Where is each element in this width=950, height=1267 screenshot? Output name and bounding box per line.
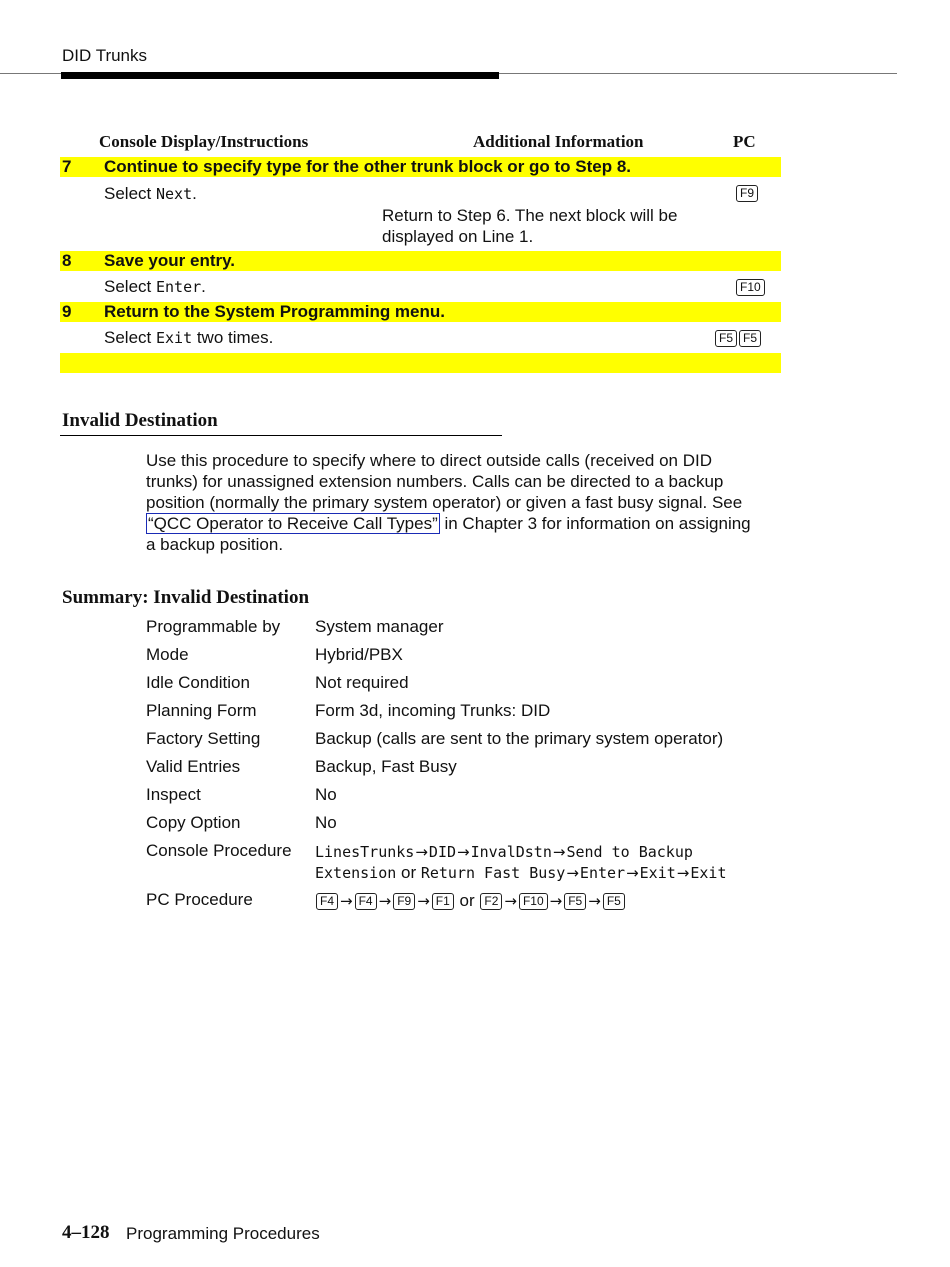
console-step: DID — [428, 843, 457, 861]
arrow-icon: → — [378, 892, 392, 910]
step-7-info-line-2: displayed on Line 1. — [382, 227, 534, 246]
select-suffix: . — [201, 277, 206, 296]
para-line: a backup position. — [146, 535, 284, 554]
section-heading: Invalid Destination — [62, 410, 218, 431]
arrow-icon: → — [626, 864, 639, 882]
step-8-pc-keys — [735, 279, 766, 297]
arrow-icon: → — [552, 843, 566, 861]
summary-label: Programmable by — [146, 617, 281, 636]
footer-title: Programming Procedures — [126, 1224, 320, 1243]
summary-label: Valid Entries — [146, 757, 241, 776]
pc-procedure-keys — [315, 891, 626, 911]
select-prefix: Select — [104, 184, 156, 203]
f5-key: F5 — [603, 893, 625, 910]
f10-key: F10 — [736, 279, 765, 296]
summary-label: Inspect — [146, 785, 201, 804]
f4-key: F4 — [316, 893, 338, 910]
f5-key: F5 — [564, 893, 586, 910]
summary-label: Mode — [146, 645, 189, 664]
command-exit: Exit — [155, 329, 193, 347]
para-line — [146, 513, 786, 534]
f1-key: F1 — [432, 893, 454, 910]
f9-key: F9 — [736, 185, 758, 202]
step-7-instruction — [104, 184, 197, 204]
column-header-pc: PC — [733, 132, 756, 151]
header-thick-rule — [61, 72, 499, 79]
f4-key: F4 — [355, 893, 377, 910]
summary-heading: Summary: Invalid Destination — [62, 587, 310, 608]
select-suffix: . — [192, 184, 197, 203]
arrow-icon: → — [415, 843, 428, 861]
step-7-title: Continue to specify type for the other trunk block or go to Step 8. — [104, 157, 632, 176]
para-text: in Chapter 3 for information on assigning — [439, 514, 751, 533]
console-step: Send to Backup — [566, 843, 693, 861]
summary-value: System manager — [315, 617, 444, 636]
f5-key: F5 — [715, 330, 737, 347]
summary-value: Not required — [315, 673, 409, 692]
arrow-icon: → — [549, 892, 563, 910]
step-9-title: Return to the System Programming menu. — [104, 302, 445, 321]
step-8-title: Save your entry. — [104, 251, 236, 270]
step-9-instruction — [104, 328, 273, 348]
console-step: Extension — [315, 864, 397, 882]
select-suffix: two times. — [192, 328, 274, 347]
console-procedure-line-2 — [315, 863, 726, 883]
console-step: Return Fast Busy — [420, 864, 566, 882]
f10-key: F10 — [519, 893, 548, 910]
command-next: Next — [155, 185, 193, 203]
step-9-number: 9 — [62, 302, 72, 321]
summary-label: Copy Option — [146, 813, 241, 832]
section-heading-rule — [60, 435, 502, 436]
summary-label: Idle Condition — [146, 673, 250, 692]
table-end-highlight — [60, 353, 781, 373]
running-header: DID Trunks — [62, 46, 148, 65]
arrow-icon: → — [504, 892, 517, 910]
summary-value: Hybrid/PBX — [315, 645, 403, 664]
select-prefix: Select — [104, 328, 156, 347]
step-8-number: 8 — [62, 251, 72, 270]
console-procedure-line-1 — [315, 842, 693, 862]
console-procedure-label: Console Procedure — [146, 841, 292, 860]
console-step: LinesTrunks — [315, 843, 415, 861]
pc-procedure-label: PC Procedure — [146, 890, 253, 909]
step-8-instruction — [104, 277, 206, 297]
summary-value: No — [315, 785, 337, 804]
arrow-icon: → — [340, 892, 353, 910]
column-header-console: Console Display/Instructions — [99, 132, 309, 151]
step-7-info-line-1: Return to Step 6. The next block will be — [382, 206, 678, 225]
console-step: Exit — [639, 864, 676, 882]
step-7-number: 7 — [62, 157, 72, 176]
arrow-icon: → — [566, 864, 579, 882]
arrow-icon: → — [417, 892, 430, 910]
summary-value: Form 3d, incoming Trunks: DID — [315, 701, 551, 720]
section-paragraph — [146, 450, 786, 555]
f2-key: F2 — [480, 893, 502, 910]
f5-key: F5 — [739, 330, 761, 347]
command-enter: Enter — [155, 278, 202, 296]
or-text: or — [396, 863, 421, 882]
step-9-pc-keys — [714, 330, 762, 348]
arrow-icon: → — [457, 843, 470, 861]
console-step: InvalDstn — [470, 843, 552, 861]
select-prefix: Select — [104, 277, 156, 296]
column-header-additional: Additional Information — [473, 132, 644, 151]
console-step: Exit — [690, 864, 727, 882]
or-text: or — [454, 891, 480, 910]
summary-value: No — [315, 813, 337, 832]
summary-label: Factory Setting — [146, 729, 261, 748]
summary-label: Planning Form — [146, 701, 257, 720]
summary-value: Backup (calls are sent to the primary system operator) — [315, 729, 724, 748]
console-step: Enter — [579, 864, 626, 882]
arrow-icon: → — [588, 892, 601, 910]
cross-reference-link[interactable]: “QCC Operator to Receive Call Types” — [148, 514, 438, 533]
summary-value: Backup, Fast Busy — [315, 757, 457, 776]
para-line: position (normally the primary system operator) or given a fast busy signal. See — [146, 493, 743, 512]
para-line: trunks) for unassigned extension numbers. Calls can be directed to a backup — [146, 472, 724, 491]
f9-key: F9 — [393, 893, 415, 910]
para-line: Use this procedure to specify where to direct outside calls (received on DID — [146, 451, 712, 470]
step-7-pc-keys — [735, 185, 759, 203]
page-number: 4–128 — [62, 1222, 110, 1243]
arrow-icon: → — [676, 864, 690, 882]
